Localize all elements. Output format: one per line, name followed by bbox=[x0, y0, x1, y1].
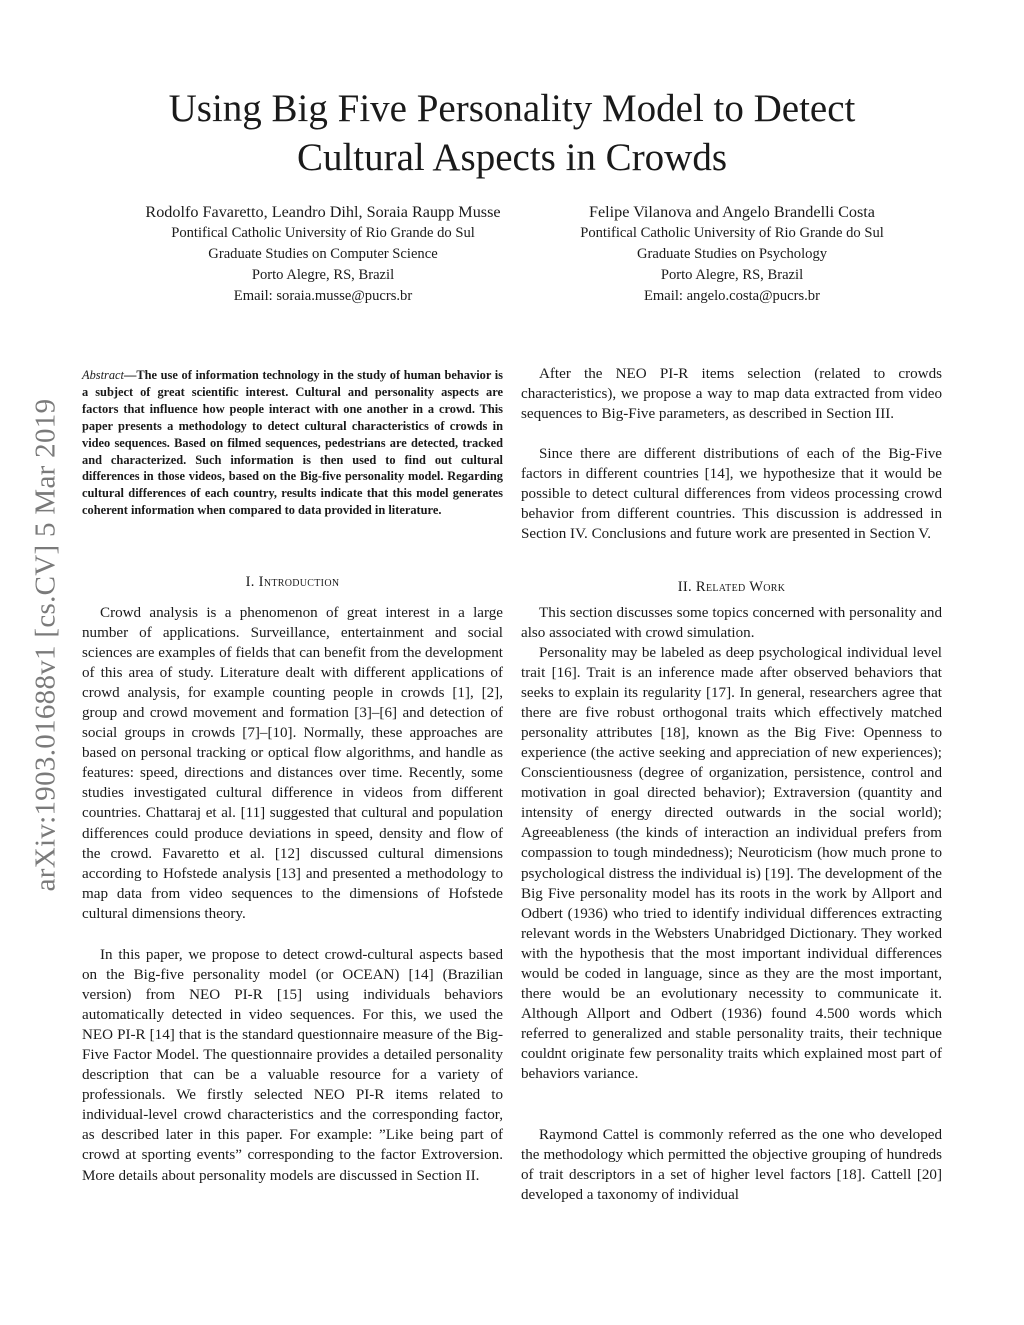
related-work-paragraph-3: Raymond Cattel is commonly referred as the one who developed the methodology which permitted the objective grouping of hundreds of trait descriptors in a set of higher level factors [18]. Cattell [20] developed a taxonomy of individual bbox=[521, 1127, 942, 1204]
paper-title-line-1: Using Big Five Personality Model to Detect bbox=[168, 87, 856, 130]
paper-title bbox=[0, 84, 1024, 182]
author-block-left bbox=[96, 201, 550, 307]
author-location: Porto Alegre, RS, Brazil bbox=[251, 267, 395, 283]
author-names: Felipe Vilanova and Angelo Brandelli Costa bbox=[588, 203, 875, 221]
author-department: Graduate Studies on Psychology bbox=[636, 246, 828, 262]
author-university: Pontifical Catholic University of Rio Grande do Sul bbox=[171, 225, 475, 241]
arxiv-stamp: arXiv:1903.01688v1 [cs.CV] 5 Mar 2019 bbox=[29, 398, 62, 892]
intro-paragraph-4: Since there are different distributions of each of the Big-Five factors in different countries [14], we hypothesize that it would be possible to detect cultural differences from videos processing crowd behavior from different countries. This discussion is addressed in Section IV. Conclusions and future work are presented in Section V. bbox=[521, 446, 942, 543]
paper-title-line-2: Cultural Aspects in Crowds bbox=[296, 136, 728, 179]
intro-paragraph-3: After the NEO PI-R items selection (related to crowds characteristics), we propose a way to map data extracted from video sequences to Big-Five parameters, as described in Section III. bbox=[521, 366, 942, 423]
author-university: Pontifical Catholic University of Rio Grande do Sul bbox=[580, 225, 884, 241]
author-names: Rodolfo Favaretto, Leandro Dihl, Soraia Raupp Musse bbox=[145, 203, 501, 221]
abstract bbox=[82, 367, 503, 519]
author-email: Email: angelo.costa@pucrs.br bbox=[644, 288, 820, 304]
intro-paragraph-2: In this paper, we propose to detect crowd-cultural aspects based on the Big-five personality model (or OCEAN) [14] (Brazilian version) from NEO PI-R [15] using individuals behaviors automatically detected in video sequences. For this, we used the NEO PI-R [14] that is the standard questionnaire measure of the Big-Five Factor Model. The questionnaire provides a detailed personality description that can be a valuable resource for a variety of professionals. We firstly selected NEO PI-R items related to individual-level crowd characteristics and the corresponding factor, as described later in this paper. For example: ”Like being part of crowd at sporting events” corresponding to the factor Extroversion. More details about personality models are discussed in Section II. bbox=[82, 947, 503, 1184]
related-work-paragraph-1: This section discusses some topics concerned with personality and also associated with crowd simulation. bbox=[521, 605, 942, 642]
author-department: Graduate Studies on Computer Science bbox=[208, 246, 438, 262]
author-email: Email: soraia.musse@pucrs.br bbox=[233, 288, 413, 304]
section-heading-introduction: I. Introduction bbox=[245, 574, 340, 590]
abstract-text: —The use of information technology in the study of human behavior is a subject of great scientific interest. Cultural and personality aspects are factors that influence how people interact with one another in a crowd. This paper presents a methodology to detect cultural characteristics of crowds in video sequences. Based on filmed sequences, pedestrians are detected, tracked and characterized. Such information is then used to find out cultural differences in those videos, based on the Big-five personality model. Regarding cultural differences of each country, results indicate that this model generates coherent information when compared to data provided in literature. bbox=[82, 368, 503, 518]
related-work-paragraph-2: Personality may be labeled as deep psychological individual level trait [16]. Trait is an inference made after observed behaviors that seeks to explain its regularity [17]. In general, researchers agree that there are five robust orthogonal traits which effectively matched personality attributes [18], known as the Big Five: Openness to experience (the active seeking and appreciation of new experiences); Conscientiousness (degree of organization, persistence, control and motivation in goal directed behavior); Extraversion (quantity and intensity of energy directed outwards in the social world); Agreeableness (the kinds of interaction an individual prefers from compassion to tough mindedness); Neuroticism (how much prone to psychological distress the individual is) [19]. The development of the Big Five personality model has its roots in the work by Allport and Odbert (1936) who tried to identify individual differences extracting relevant words in the Websters Unabridged Dictionary. They worked with the hypothesis that the most important individual differences would be coded in language, since as they are the most important, there would be an evolutionary necessity to communicate it. Although Allport and Odbert (1936) found 4.500 words which referred to generalized and stable personality traits, their technique couldnt originate few personality traits which explained most part of behaviors variance. bbox=[521, 645, 942, 1082]
author-block-right bbox=[520, 201, 944, 307]
intro-paragraph-1: Crowd analysis is a phenomenon of great interest in a large number of applications. Surveillance, entertainment and social sciences are examples of fields that can benefit from the development of this area of study. Literature dealt with different applications of crowd analysis, for example counting people in crowds [1], [2], group and crowd movement and formation [3]–[6] and detection of social groups in crowds [7]–[10]. Normally, these approaches are based on personal tracking or optical flow algorithms, and handle as features: speed, directions and distances over time. Recently, some studies investigated cultural difference in videos from different countries. Chattaraj et al. [11] suggested that cultural and population differences could produce deviations in speed, density and flow of the crowd. Favaretto et al. [12] discussed cultural dimensions according to Hofstede analysis [13] and presented a methodology to map data from video sequences to the dimensions of Hofstede cultural dimensions theory. bbox=[82, 605, 503, 922]
section-heading-related-work: II. Related Work bbox=[677, 579, 786, 595]
author-location: Porto Alegre, RS, Brazil bbox=[660, 267, 804, 283]
abstract-label: Abstract bbox=[82, 368, 124, 382]
